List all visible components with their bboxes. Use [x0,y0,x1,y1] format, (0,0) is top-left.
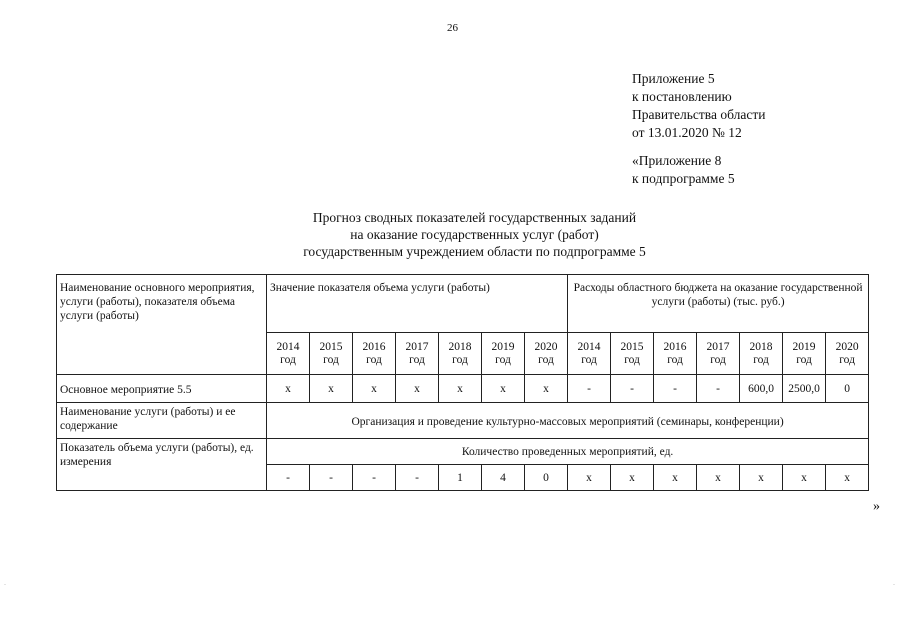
year-header-5: 2019 год [482,333,525,375]
year-header-4: 2018 год [439,333,482,375]
main-event-value-3: х [396,375,439,403]
appendix-line-6: к подпрограмме 5 [632,171,735,186]
volume-value-8: х [611,465,654,491]
volume-value-10: х [697,465,740,491]
year-header-7: 2014 год [568,333,611,375]
row-label-main-event: Основное мероприятие 5.5 [57,375,267,403]
edge-mark-right: . [893,578,895,587]
main-event-value-0: х [267,375,310,403]
appendix-line-2: к постановлению [632,89,732,104]
row-label-service-name: Наименование услуги (работы) и ее содержание [57,403,267,439]
closing-quote: » [873,499,880,514]
appendix-line-4: от 13.01.2020 № 12 [632,125,742,140]
appendix-line-3: Правительства области [632,107,766,122]
year-header-1: 2015 год [310,333,353,375]
table-row-service-name [57,403,869,439]
title-line-1: Прогноз сводных показателей государственных заданий [312,210,637,225]
indicators-table [56,274,869,491]
appendix-line-5: «Приложение 8 [632,153,722,168]
service-name-cell: Организация и проведение культурно-массовых мероприятий (семинары, конференции) [267,403,869,439]
main-event-value-5: х [482,375,525,403]
volume-value-12: х [783,465,826,491]
main-event-value-9: - [654,375,697,403]
year-header-3: 2017 год [396,333,439,375]
main-event-value-8: - [611,375,654,403]
volume-indicator-cell: Количество проведенных мероприятий, ед. [267,439,869,465]
year-header-11: 2018 год [740,333,783,375]
appendix-block [632,70,765,188]
volume-value-6: 0 [525,465,568,491]
main-event-value-2: х [353,375,396,403]
volume-value-9: х [654,465,697,491]
document-title [0,209,905,260]
main-event-value-4: х [439,375,482,403]
volume-value-3: - [396,465,439,491]
year-header-8: 2015 год [611,333,654,375]
appendix-gap [632,142,765,152]
title-line-3: государственным учреждением области по подпрограмме 5 [303,244,646,259]
year-header-6: 2020 год [525,333,568,375]
main-event-value-13: 0 [826,375,869,403]
title-line-2: на оказание государственных услуг (работ) [350,227,599,242]
volume-value-13: х [826,465,869,491]
volume-value-5: 4 [482,465,525,491]
volume-value-4: 1 [439,465,482,491]
year-header-13: 2020 год [826,333,869,375]
year-header-0: 2014 год [267,333,310,375]
year-header-2: 2016 год [353,333,396,375]
appendix-line-1: Приложение 5 [632,71,715,86]
header-expense-cell: Расходы областного бюджета на оказание государственной услуги (работы) (тыс. руб.) [568,275,869,333]
header-name-cell: Наименование основного мероприятия, услуги (работы), показателя объема услуги (работы) [57,275,267,375]
main-event-value-1: х [310,375,353,403]
year-header-10: 2017 год [697,333,740,375]
page-number: 26 [447,22,458,34]
year-header-12: 2019 год [783,333,826,375]
edge-mark-left: . [4,578,6,587]
table-row-main-event [57,375,869,403]
main-event-value-11: 600,0 [740,375,783,403]
row-label-volume-indicator: Показатель объема услуги (работы), ед. измерения [57,439,267,491]
main-event-value-10: - [697,375,740,403]
main-event-value-6: х [525,375,568,403]
header-value-cell: Значение показателя объема услуги (работы) [267,275,568,333]
main-event-value-12: 2500,0 [783,375,826,403]
table-row-volume-indicator [57,439,869,465]
volume-value-7: х [568,465,611,491]
volume-value-2: - [353,465,396,491]
volume-value-1: - [310,465,353,491]
volume-value-11: х [740,465,783,491]
year-header-9: 2016 год [654,333,697,375]
main-event-value-7: - [568,375,611,403]
volume-value-0: - [267,465,310,491]
